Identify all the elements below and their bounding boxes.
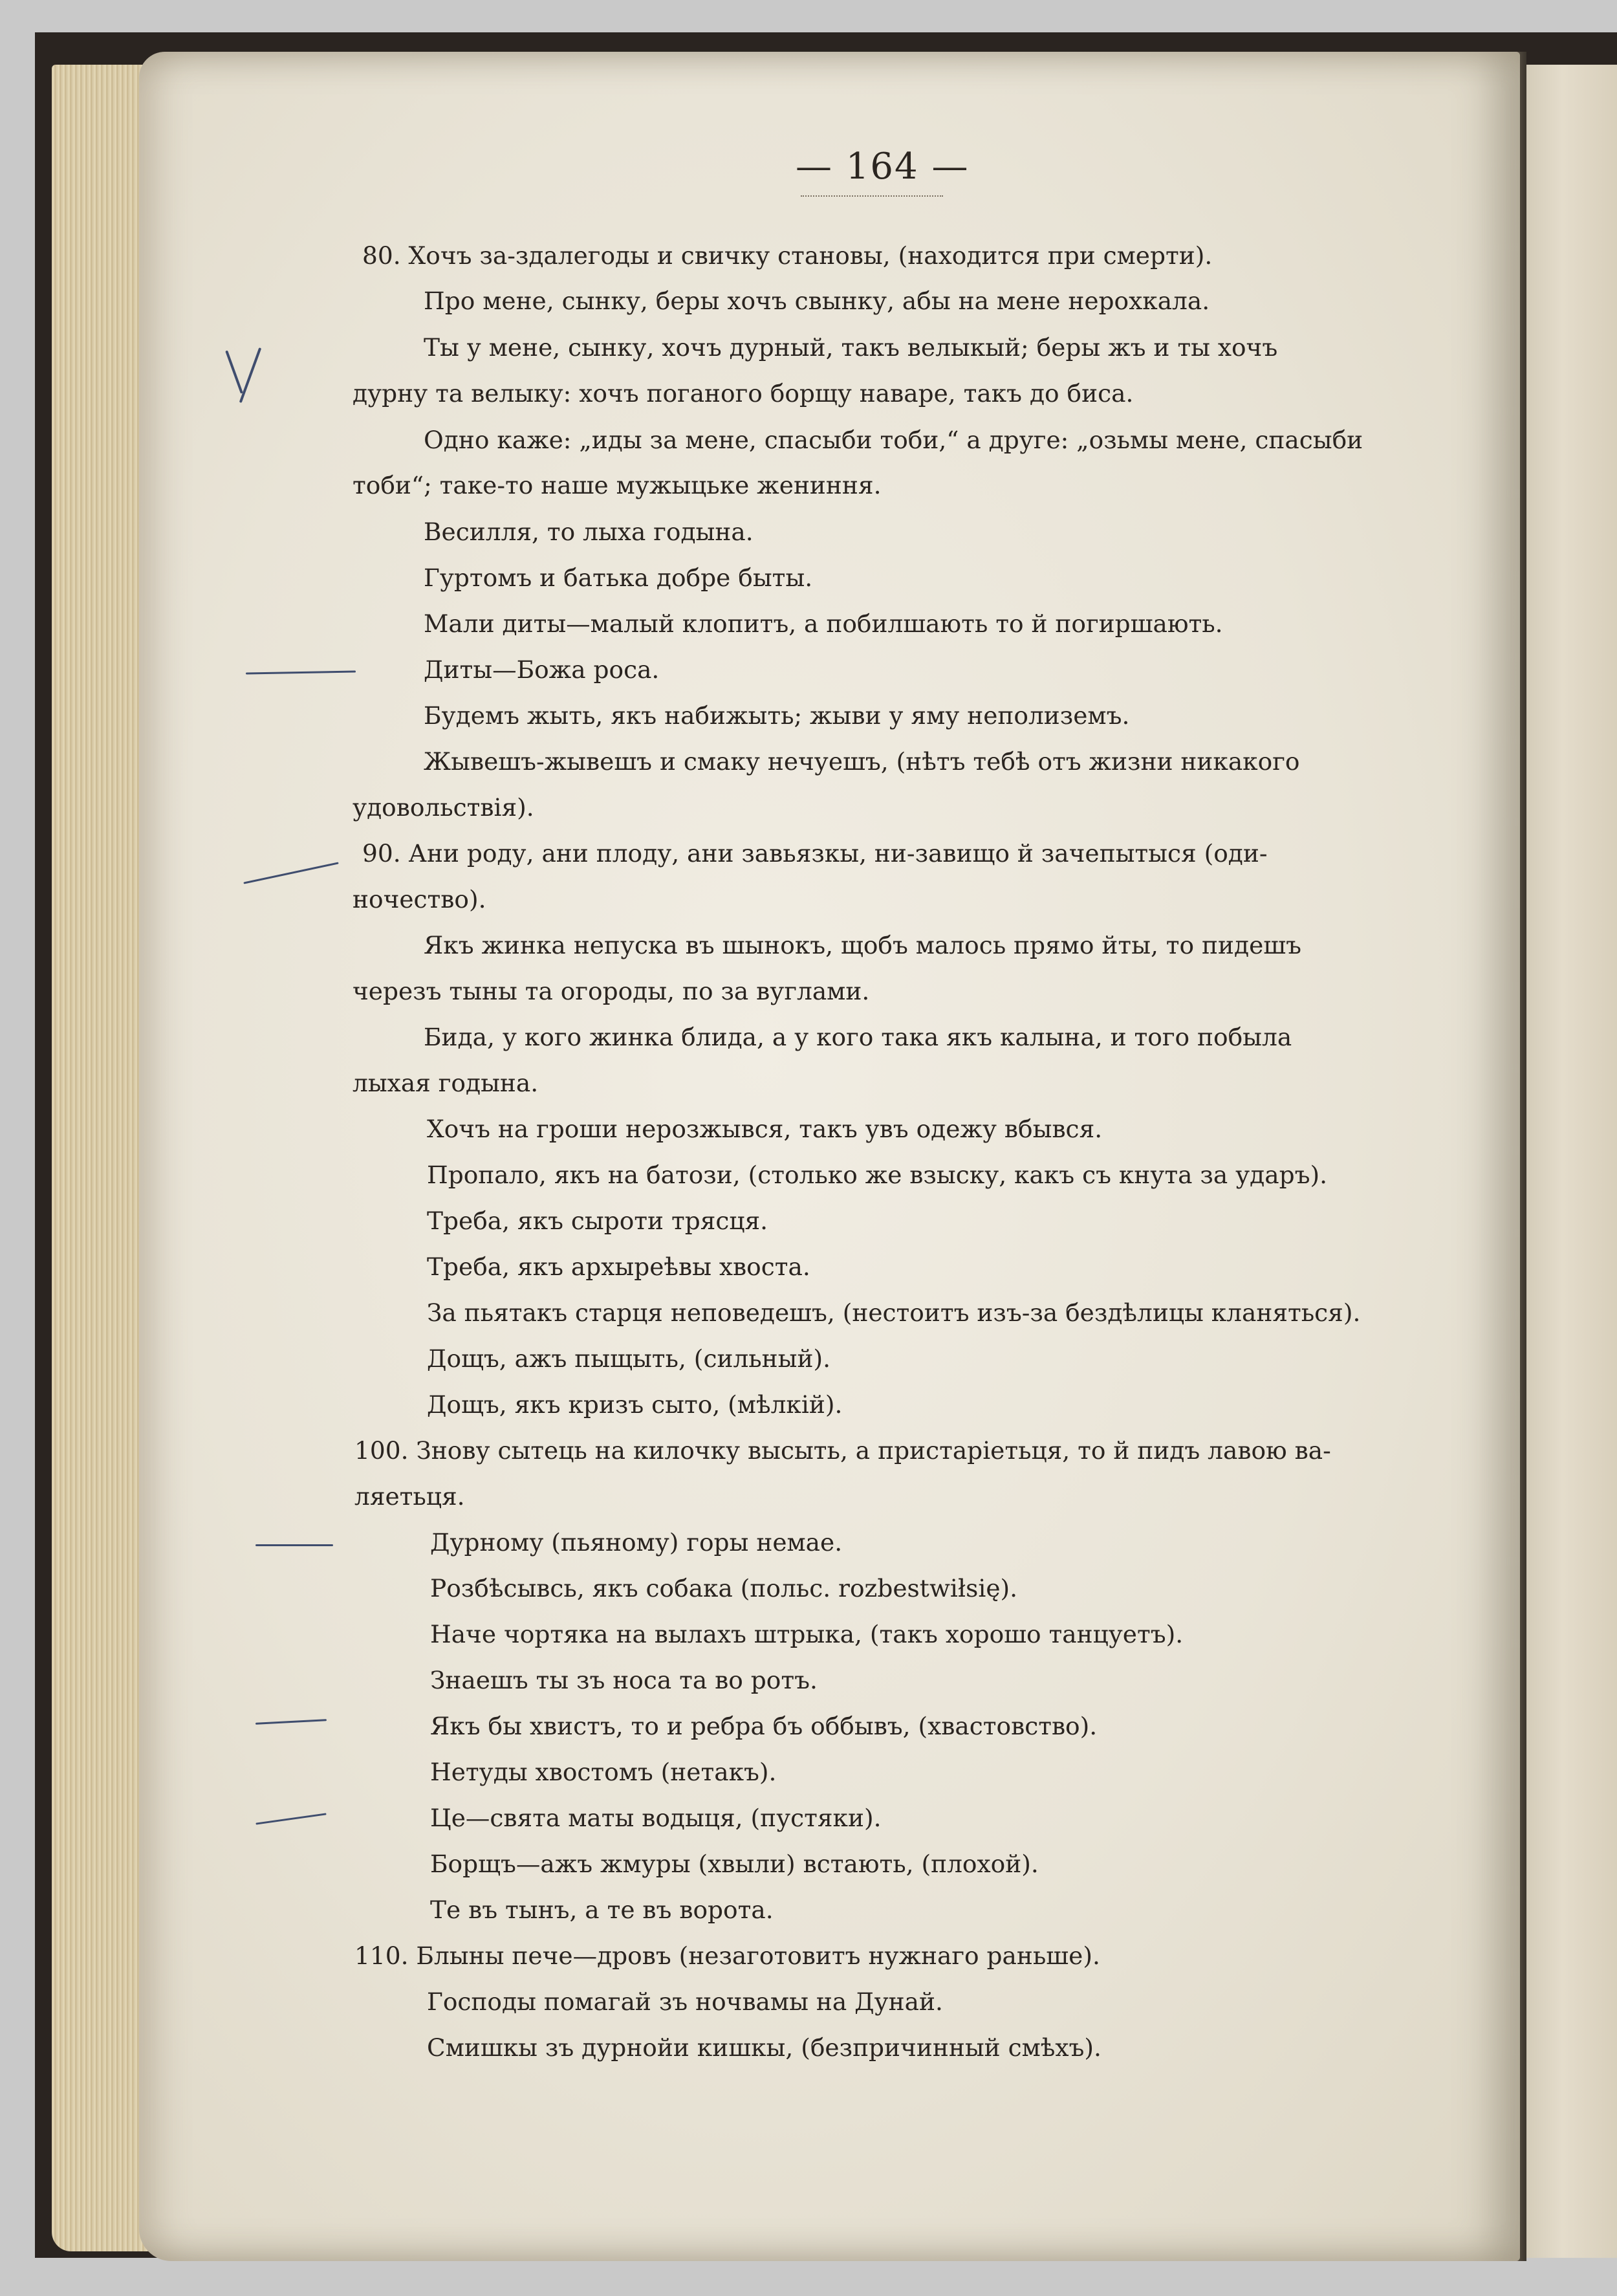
text-line: черезъ тыны та огороды, по за вуглами. (353, 977, 870, 1005)
text-line: Наче чортяка на вылахъ штрыка, (такъ хорошо танцуетъ). (430, 1620, 1184, 1648)
text-line: Розбѣсывсь, якъ собака (польс. rozbestwiłsię). (430, 1574, 1018, 1602)
text-line: Гуртомъ и батька добре быты. (424, 563, 813, 592)
text-line: Борщъ—ажъ жмуры (хвыли) встають, (плохой). (430, 1850, 1039, 1878)
text-line: Бида, у кого жинка блида, а у кого така якъ калына, и того побыла (424, 1023, 1292, 1051)
text-line: Нетуды хвостомъ (нетакъ). (430, 1758, 777, 1786)
text-line: Диты—Божа роса. (424, 655, 660, 684)
text-line: Будемъ жыть, якъ набижыть; жыви у яму неполиземъ. (424, 701, 1130, 730)
text-line: Те въ тынъ, а те въ ворота. (430, 1896, 774, 1924)
text-line: Господы помагай зъ ночвамы на Дунай. (427, 1987, 943, 2016)
text-line: Треба, якъ архыреѣвы хвоста. (427, 1252, 810, 1281)
text-line: Хочъ на гроши нерозжывся, такъ увъ одежу вбывся. (427, 1115, 1103, 1143)
text-line: удовольствія). (353, 793, 534, 822)
text-line: Мали диты—малый клопитъ, а побилшають то й погиршають. (424, 609, 1223, 638)
text-line: Це—свята маты водыця, (пустяки). (430, 1804, 882, 1832)
page-number-underline (801, 195, 943, 197)
text-line: Одно каже: „иды за мене, спасыби тоби,“ а друге: „озьмы мене, спасыби (424, 426, 1363, 454)
text-line: Пропало, якъ на батози, (столько же взыску, какъ съ кнута за ударъ). (427, 1161, 1328, 1189)
text-line: тоби“; таке-то наше мужыцьке жениння. (353, 471, 882, 499)
text-line: ляетьця. (354, 1482, 465, 1511)
page-number: — 164 — (796, 146, 970, 188)
facing-page (1526, 65, 1617, 2258)
text-line: Жывешъ-жывешъ и смаку нечуешъ, (нѣтъ тебѣ отъ жизни никакого (424, 747, 1300, 776)
text-line: Дощъ, ажъ пыщыть, (сильный). (427, 1344, 831, 1373)
text-line: Весилля, то лыха годына. (424, 518, 754, 546)
text-line: 90. Ани роду, ани плоду, ани завьязкы, ни-завищо й зачепытыся (оди- (362, 839, 1268, 868)
text-line: За пьятакъ старця неповедешъ, (нестоитъ изъ-за бездѣлицы кланяться). (427, 1298, 1361, 1327)
margin-pencil-line (255, 1544, 333, 1546)
text-line: 100. Знову сытець на килочку высыть, а пристаріетьця, то й пидъ лавою ва- (354, 1436, 1331, 1465)
text-line: Знаешъ ты зъ носа та во ротъ. (430, 1666, 818, 1694)
text-line: лыхая годына. (353, 1069, 539, 1097)
text-line: 80. Хочъ за-здалегоды и свичку становы, (находится при смерти). (362, 241, 1213, 270)
text-line: 110. Блыны пече—дровъ (незаготовитъ нужнаго раньше). (354, 1941, 1100, 1970)
text-line: ночество). (353, 885, 486, 913)
text-line: Якъ жинка непуска въ шынокъ, щобъ малось прямо йты, то пидешъ (424, 931, 1302, 959)
text-line: Дурному (пьяному) горы немае. (430, 1528, 843, 1557)
text-line: дурну та велыку: хочъ поганого борщу наваре, такъ до биса. (353, 379, 1134, 408)
text-line: Треба, якъ сыроти трясця. (427, 1207, 768, 1235)
text-line: Дощъ, якъ кризъ сыто, (мѣлкій). (427, 1390, 843, 1419)
text-line: Ты у мене, сынку, хочъ дурный, такъ велыкый; беры жъ и ты хочъ (424, 333, 1278, 362)
text-line: Якъ бы хвистъ, то и ребра бъ оббывъ, (хвастовство). (430, 1712, 1098, 1740)
text-line: Про мене, сынку, беры хочъ свынку, абы на мене нерохкала. (424, 287, 1210, 315)
text-line: Смишкы зъ дурнойи кишкы, (безпричинный смѣхъ). (427, 2033, 1102, 2062)
